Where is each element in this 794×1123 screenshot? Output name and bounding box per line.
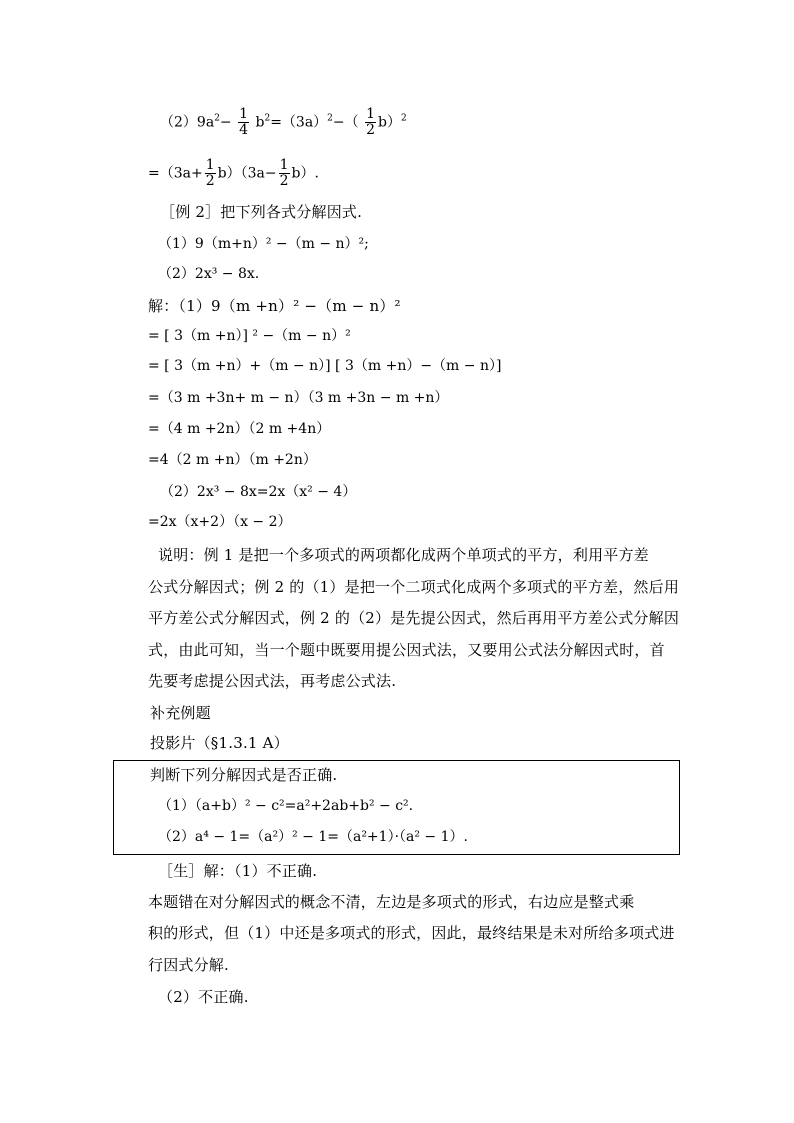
example2-item1: （1）9（m+n）² −（m − n）²; [158,236,369,252]
term: =（3a+ [148,165,203,182]
fraction [279,158,290,189]
answer-line: ［生］解：（1）不正确. [158,862,318,880]
solution-line: 解：（1）9（m +n）² −（m − n）² [148,297,401,315]
numerator: 1 [239,106,249,122]
denominator: 2 [205,173,215,189]
term: b） [378,114,401,131]
solution-step: =（3 m +3n+ m − n）（3 m +3n − m +n） [148,390,449,406]
fraction [205,158,216,189]
answer-reason: 本题错在对分解因式的概念不清，左边是多项式的形式，右边应是整式乘 [148,893,635,911]
denominator: 2 [366,122,376,138]
problem-item1: （1）（a+b）² − c²=a²+2ab+b² − c². [158,798,414,814]
denominator: 4 [239,122,249,138]
fraction [238,107,249,138]
item-label: （2） [160,114,197,131]
explanation-line: 公式分解因式；例 2 的（1）是把一个二项式化成两个多项式的平方差，然后用 [148,578,680,596]
problem-item2: （2）a⁴ − 1=（a²）² − 1=（a²+1）·（a² − 1）. [158,829,468,845]
term: b）（3a− [217,165,277,182]
numerator: 1 [279,157,289,173]
projection-label: 投影片（§1.3.1 A） [150,734,289,752]
solution-part2: （2）2x³ − 8x=2x（x² − 4） [160,484,357,500]
numerator: 1 [366,106,376,122]
fraction [365,107,376,138]
answer-reason: 行因式分解. [148,956,229,974]
numerator: 1 [205,157,215,173]
solution-step: =（4 m +2n）（2 m +4n） [148,421,331,437]
explanation-line: 式，由此可知，当一个题中既要用提公因式法，又要用公式法分解因式时，首 [148,641,665,659]
explanation-line: 说明：例 1 是把一个多项式的两项都化成两个单项式的平方，利用平方差 [158,546,649,564]
example1-part2-step [148,158,319,189]
term: b）. [291,165,319,182]
explanation-line: 平方差公式分解因式，例 2 的（2）是先提公因式，然后再用平方差公式分解因 [148,609,680,627]
solution-step: =2x（x+2）（x − 2） [148,514,292,530]
denominator: 2 [279,173,289,189]
example2-item2: （2）2x³ − 8x. [158,266,260,282]
operator: − [219,114,232,131]
example1-part2-line: $(2)9a^2-$ $\frac{1}{4}$ $b^2=(3a)^2-$（ $\frac{1}{2}$ b）$^2$ [160,106,407,138]
example2-title: ［例 2］把下列各式分解因式. [160,203,363,221]
problem-title: 判断下列分解因式是否正确. [150,766,338,784]
term: =（3a） [270,114,328,131]
solution-step: = [ 3（m +n）+（m − n）] [ 3（m +n）−（m − n）] [148,358,502,374]
operator: −（ [332,114,359,131]
solution-step: = [ 3（m +n）] ² −（m − n）² [148,328,351,344]
term: b [255,114,265,131]
supplement-title: 补充例题 [150,704,211,722]
term: 9a [196,114,215,131]
solution-step: =4（2 m +n）（m +2n） [148,452,317,468]
explanation-line: 先要考虑提公因式法，再考虑公式法. [148,672,397,690]
answer-reason: 积的形式，但（1）中还是多项式的形式，因此，最终结果是未对所给多项式进 [148,924,675,942]
answer-line-2: （2）不正确. [158,988,249,1006]
